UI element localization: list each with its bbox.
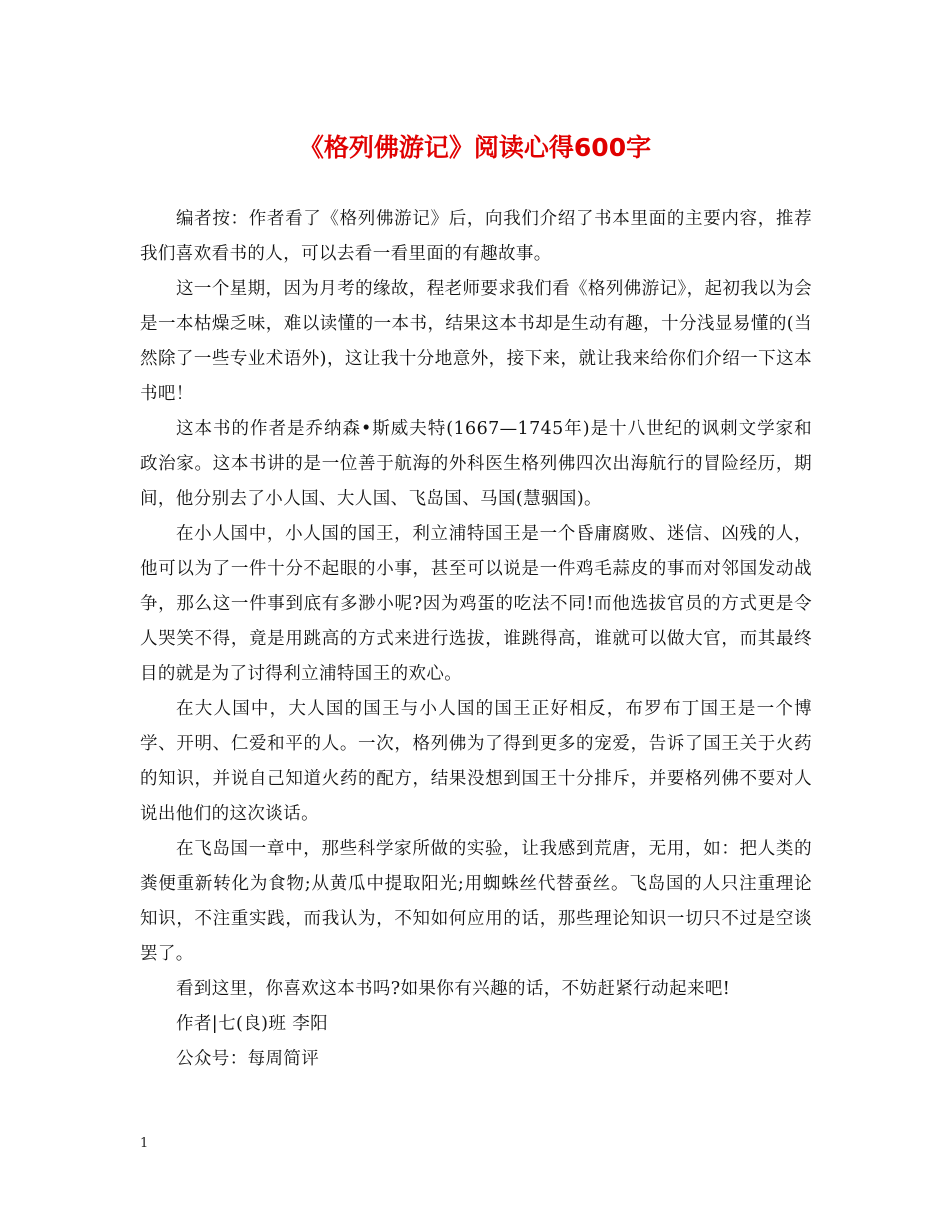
public-account: 公众号：每周简评 — [176, 1049, 320, 1069]
paragraph-intro: 这一个星期，因为月考的缘故，程老师要求我们看《格列佛游记》，起初我以为会是一本枯燥乏味，难以读懂的一本书，结果这本书却是生动有趣，十分浅显易懂的(当然除了一些专业术语外)，这让我十分地意外，接下来，就让我来给你们介绍一下这本书吧！ — [140, 279, 812, 404]
editor-note-paragraph: 编者按：作者看了《格列佛游记》后，向我们介绍了书本里面的主要内容，推荐我们喜欢看书的人，可以去看一看里面的有趣故事。 — [140, 209, 812, 264]
author-credit: 作者|七(良)班 李阳 — [176, 1014, 329, 1034]
paragraph-brobdingnag: 在大人国中，大人国的国王与小人国的国王正好相反，布罗布丁国王是一个博学、开明、仁爱和平的人。一次，格列佛为了得到更多的宠爱，告诉了国王关于火药的知识，并说自己知道火药的配方，结果没想到国王十分排斥，并要格列佛不要对人说出他们的这次谈话。 — [140, 699, 812, 824]
paragraph-lilliput: 在小人国中，小人国的国王，利立浦特国王是一个昏庸腐败、迷信、凶残的人，他可以为了一件十分不起眼的小事，甚至可以说是一件鸡毛蒜皮的事而对邻国发动战争，那么这一件事到底有多渺小呢?因为鸡蛋的吃法不同!而他选拔官员的方式更是令人哭笑不得，竟是用跳高的方式来进行选拔，谁跳得高，谁就可以做大官，而其最终目的就是为了讨得利立浦特国王的欢心。 — [140, 524, 812, 684]
page-title: 《格列佛游记》阅读心得600字 — [298, 133, 652, 162]
paragraph-closing: 看到这里，你喜欢这本书吗?如果你有兴趣的话，不妨赶紧行动起来吧! — [176, 979, 731, 999]
document-body — [140, 202, 812, 1077]
page-number: 1 — [140, 1136, 149, 1151]
paragraph-author: 这本书的作者是乔纳森•斯威夫特(1667—1745年)是十八世纪的讽刺文学家和政治家。这本书讲的是一位善于航海的外科医生格列佛四次出海航行的冒险经历，期间，他分别去了小人国、大人国、飞岛国、马国(慧骃国)。 — [140, 419, 812, 509]
paragraph-laputa: 在飞岛国一章中，那些科学家所做的实验，让我感到荒唐，无用，如：把人类的粪便重新转化为食物;从黄瓜中提取阳光;用蜘蛛丝代替蚕丝。飞岛国的人只注重理论知识，不注重实践，而我认为，不知如何应用的话，那些理论知识一切只不过是空谈罢了。 — [140, 839, 812, 964]
